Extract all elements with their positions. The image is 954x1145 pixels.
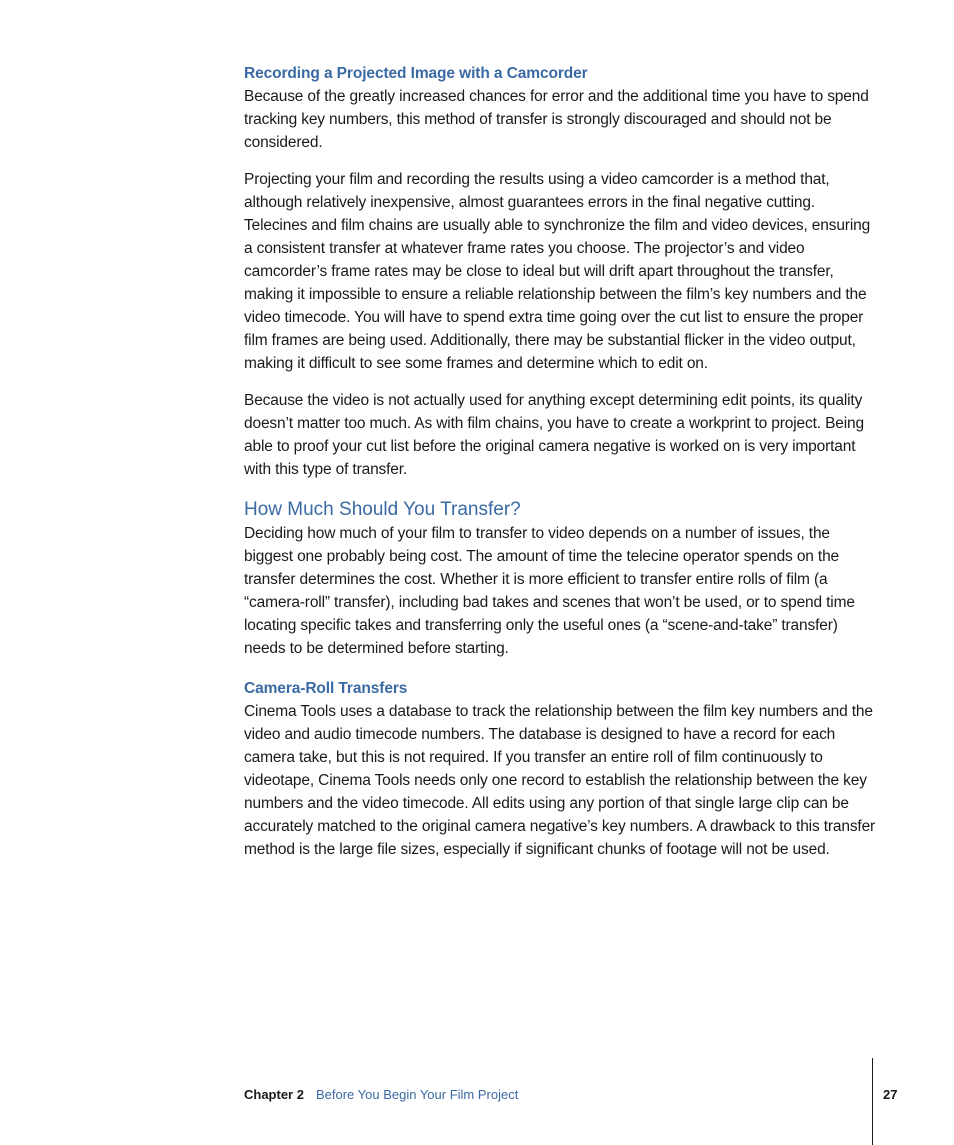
body-paragraph: Because the video is not actually used for anything except determining edit points, its quality doesn’t matter too much. As with film chains, you have to create a workprint to project. Being able to proof your cut list before the original camera negative is worked on is very important with this type of transfer. xyxy=(244,392,864,478)
footer-chapter-title: Before You Begin Your Film Project xyxy=(315,1087,519,1102)
body-paragraph: Deciding how much of your film to transfer to video depends on a number of issues, the biggest one probably being cost. The amount of time the telecine operator spends on the transfer determines the cost. Whether it is more efficient to transfer entire rolls of film (a “camera-roll” transfer), including bad takes and scenes that won’t be used, or to spend time locating specific takes and transferring only the useful ones (a “scene-and-take” transfer) needs to be determined before starting. xyxy=(244,525,855,657)
footer-divider xyxy=(872,1058,873,1145)
footer-chapter-label: Chapter 2 xyxy=(244,1087,304,1102)
page-number: 27 xyxy=(883,1087,898,1102)
section-heading-recording-projected-image: Recording a Projected Image with a Camcorder xyxy=(244,65,588,82)
page-content xyxy=(244,62,876,861)
section-heading-camera-roll-transfers: Camera-Roll Transfers xyxy=(244,680,408,697)
body-paragraph: Cinema Tools uses a database to track the relationship between the film key numbers and the video and audio timecode numbers. The database is designed to have a record for each camera take, but this is not required. If you transfer an entire roll of film continuously to videotape, Cinema Tools needs only one record to establish the relationship between the key numbers and the video timecode. All edits using any portion of that single large clip can be accurately matched to the original camera negative’s key numbers. A drawback to this transfer method is the large file sizes, especially if significant chunks of footage will not be used. xyxy=(244,703,876,858)
body-paragraph: Because of the greatly increased chances for error and the additional time you have to spend tracking key numbers, this method of transfer is strongly discouraged and should not be considered. xyxy=(244,88,869,151)
section-heading-how-much-transfer: How Much Should You Transfer? xyxy=(244,499,521,520)
page-footer xyxy=(244,1086,518,1104)
body-paragraph: Projecting your film and recording the results using a video camcorder is a method that, although relatively inexpensive, almost guarantees errors in the final negative cutting. Telecines and film chains are usually able to synchronize the film and video devices, ensuring a consistent transfer at whatever frame rates you choose. The projector’s and video camcorder’s frame rates may be close to ideal but will drift apart throughout the transfer, making it impossible to ensure a reliable relationship between the film’s key numbers and the video timecode. You will have to spend extra time going over the cut list to ensure the proper film frames are being used. Additionally, there may be substantial flicker in the video output, making it difficult to see some frames and determine which to edit on. xyxy=(244,171,871,372)
